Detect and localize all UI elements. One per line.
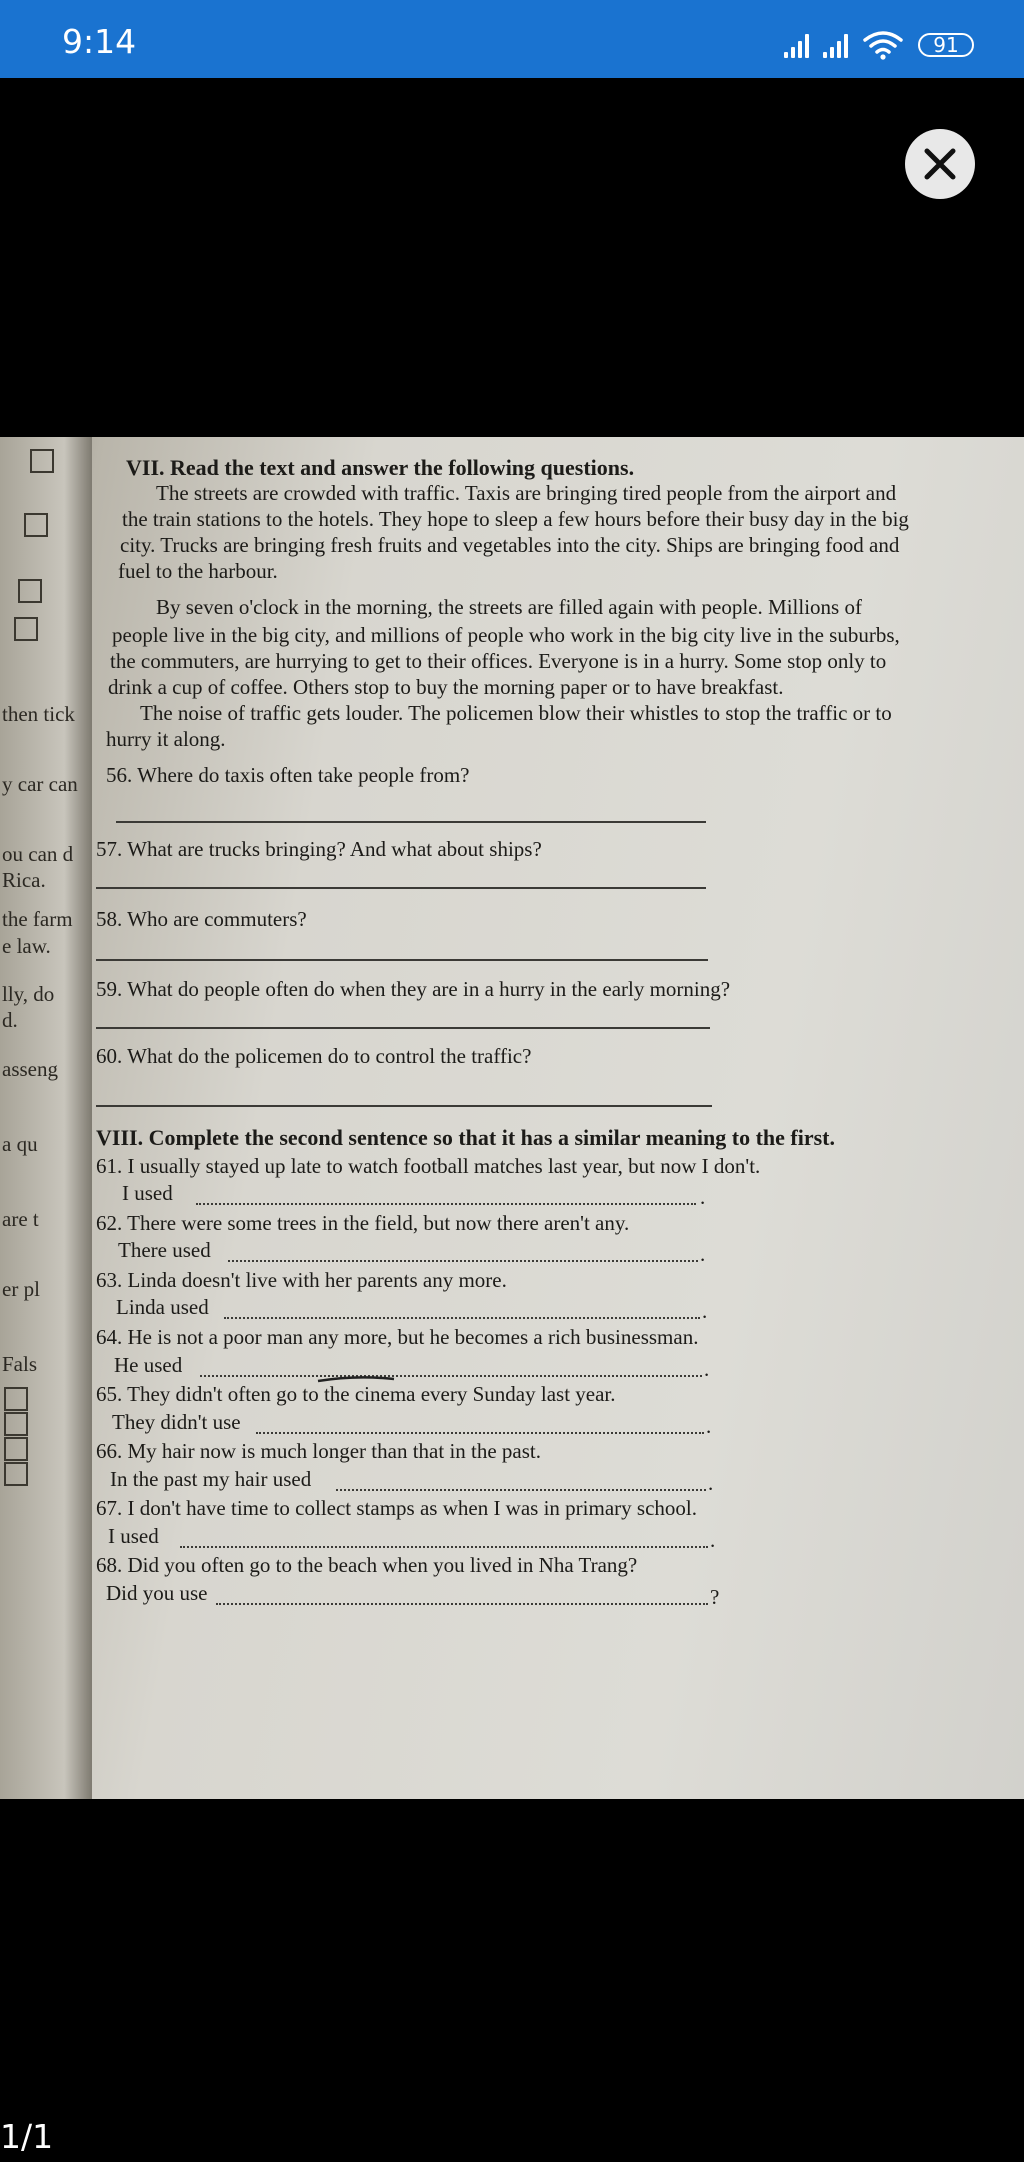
exercise-sentence: 63. Linda doesn't live with her parents any more. — [96, 1268, 507, 1292]
page-counter: 1/1 — [0, 2117, 54, 2156]
exercise-starter: I used — [108, 1524, 159, 1548]
exercise-end: . — [706, 1414, 712, 1438]
answer-blank[interactable] — [228, 1260, 698, 1262]
status-bar — [0, 0, 1024, 78]
left-page-edge — [0, 437, 92, 1799]
passage-line: By seven o'clock in the morning, the streets are filled again with people. Millions of — [156, 595, 862, 619]
answer-blank[interactable] — [256, 1432, 704, 1434]
answer-blank[interactable] — [224, 1317, 700, 1319]
checkbox-icon — [4, 1412, 28, 1436]
question-56: 56. Where do taxis often take people from? — [106, 763, 470, 787]
left-fragment: the farm — [2, 907, 73, 931]
passage-line: the train stations to the hotels. They hope to sleep a few hours before their busy day in the big — [122, 507, 909, 531]
exercise-starter: He used — [114, 1353, 183, 1377]
left-fragment: er pl — [2, 1277, 40, 1301]
exercise-end: . — [702, 1299, 708, 1323]
answer-line — [96, 1105, 712, 1107]
left-fragment: a qu — [2, 1132, 38, 1156]
signal-icon — [823, 32, 848, 58]
document-photo — [0, 437, 1024, 1799]
pen-underline-mark — [316, 1373, 396, 1385]
left-fragment: y car can — [2, 772, 78, 796]
passage-line: fuel to the harbour. — [118, 559, 278, 583]
exercise-sentence: 61. I usually stayed up late to watch football matches last year, but now I don't. — [96, 1154, 761, 1178]
checkbox-icon — [30, 449, 54, 473]
close-button[interactable] — [905, 129, 975, 199]
passage-line: drink a cup of coffee. Others stop to buy the morning paper or to have breakfast. — [108, 675, 784, 699]
exercise-sentence: 66. My hair now is much longer than that in the past. — [96, 1439, 542, 1463]
answer-line — [96, 1027, 710, 1029]
exercise-sentence: 64. He is not a poor man any more, but he becomes a rich businessman. — [96, 1325, 699, 1349]
exercise-starter: There used — [118, 1238, 211, 1262]
passage-line: hurry it along. — [106, 727, 226, 751]
passage-line: people live in the big city, and millions of people who work in the big city live in the suburbs, — [112, 623, 900, 647]
answer-blank[interactable] — [200, 1375, 702, 1377]
left-fragment: are t — [2, 1207, 39, 1231]
left-fragment: Rica. — [2, 868, 46, 892]
left-fragment: e law. — [2, 934, 51, 958]
battery-icon — [918, 33, 974, 57]
left-fragment: then tick — [2, 702, 75, 726]
passage-line: The noise of traffic gets louder. The policemen blow their whistles to stop the traffic or to — [140, 701, 892, 725]
exercise-sentence: 62. There were some trees in the field, but now there aren't any. — [96, 1211, 630, 1235]
exercise-end: ? — [710, 1585, 720, 1609]
exercise-end: . — [700, 1242, 706, 1266]
exercise-end: . — [700, 1185, 706, 1209]
exercise-end: . — [710, 1528, 716, 1552]
checkbox-icon — [4, 1387, 28, 1411]
answer-line — [116, 821, 706, 823]
checkbox-icon — [18, 579, 42, 603]
question-57: 57. What are trucks bringing? And what about ships? — [96, 837, 542, 861]
answer-line — [96, 887, 706, 889]
left-fragment: d. — [2, 1008, 18, 1032]
exercise-starter: In the past my hair used — [110, 1467, 312, 1491]
exercise-sentence: 67. I don't have time to collect stamps as when I was in primary school. — [96, 1496, 697, 1520]
answer-blank[interactable] — [196, 1203, 696, 1205]
exercise-starter: I used — [122, 1181, 173, 1205]
answer-line — [96, 959, 708, 961]
battery-level: 91 — [933, 33, 959, 57]
checkbox-icon — [4, 1437, 28, 1461]
wifi-icon — [862, 29, 904, 61]
checkbox-icon — [24, 513, 48, 537]
exercise-sentence: 68. Did you often go to the beach when you lived in Nha Trang? — [96, 1553, 638, 1577]
section-7-title: VII. Read the text and answer the following questions. — [126, 455, 635, 480]
exercise-end: . — [708, 1471, 714, 1495]
status-icons — [784, 30, 974, 60]
question-60: 60. What do the policemen do to control the traffic? — [96, 1044, 532, 1068]
left-fragment: lly, do — [2, 982, 55, 1006]
passage-line: The streets are crowded with traffic. Taxis are bringing tired people from the airport and — [156, 481, 897, 505]
exercise-starter: They didn't use — [112, 1410, 241, 1434]
question-58: 58. Who are commuters? — [96, 907, 307, 931]
exercise-end: . — [704, 1357, 710, 1381]
exercise-starter: Did you use — [106, 1581, 208, 1605]
checkbox-icon — [4, 1462, 28, 1486]
section-8-title: VIII. Complete the second sentence so that it has a similar meaning to the first. — [96, 1125, 835, 1150]
exercise-sentence: 65. They didn't often go to the cinema every Sunday last year. — [96, 1382, 616, 1406]
status-time: 9:14 — [62, 22, 137, 61]
passage-line: city. Trucks are bringing fresh fruits and vegetables into the city. Ships are bringing food and — [120, 533, 900, 557]
answer-blank[interactable] — [180, 1546, 708, 1548]
answer-blank[interactable] — [216, 1603, 708, 1605]
question-59: 59. What do people often do when they are in a hurry in the early morning? — [96, 977, 731, 1001]
passage-line: the commuters, are hurrying to get to their offices. Everyone is in a hurry. Some stop only to — [110, 649, 887, 673]
exercise-starter: Linda used — [116, 1295, 209, 1319]
left-fragment: asseng — [2, 1057, 58, 1081]
left-fragment: ou can d — [2, 842, 74, 866]
close-icon — [923, 147, 957, 181]
left-fragment: Fals — [2, 1352, 38, 1376]
book-page — [96, 437, 1024, 1799]
answer-blank[interactable] — [336, 1489, 706, 1491]
checkbox-icon — [14, 617, 38, 641]
signal-icon — [784, 32, 809, 58]
